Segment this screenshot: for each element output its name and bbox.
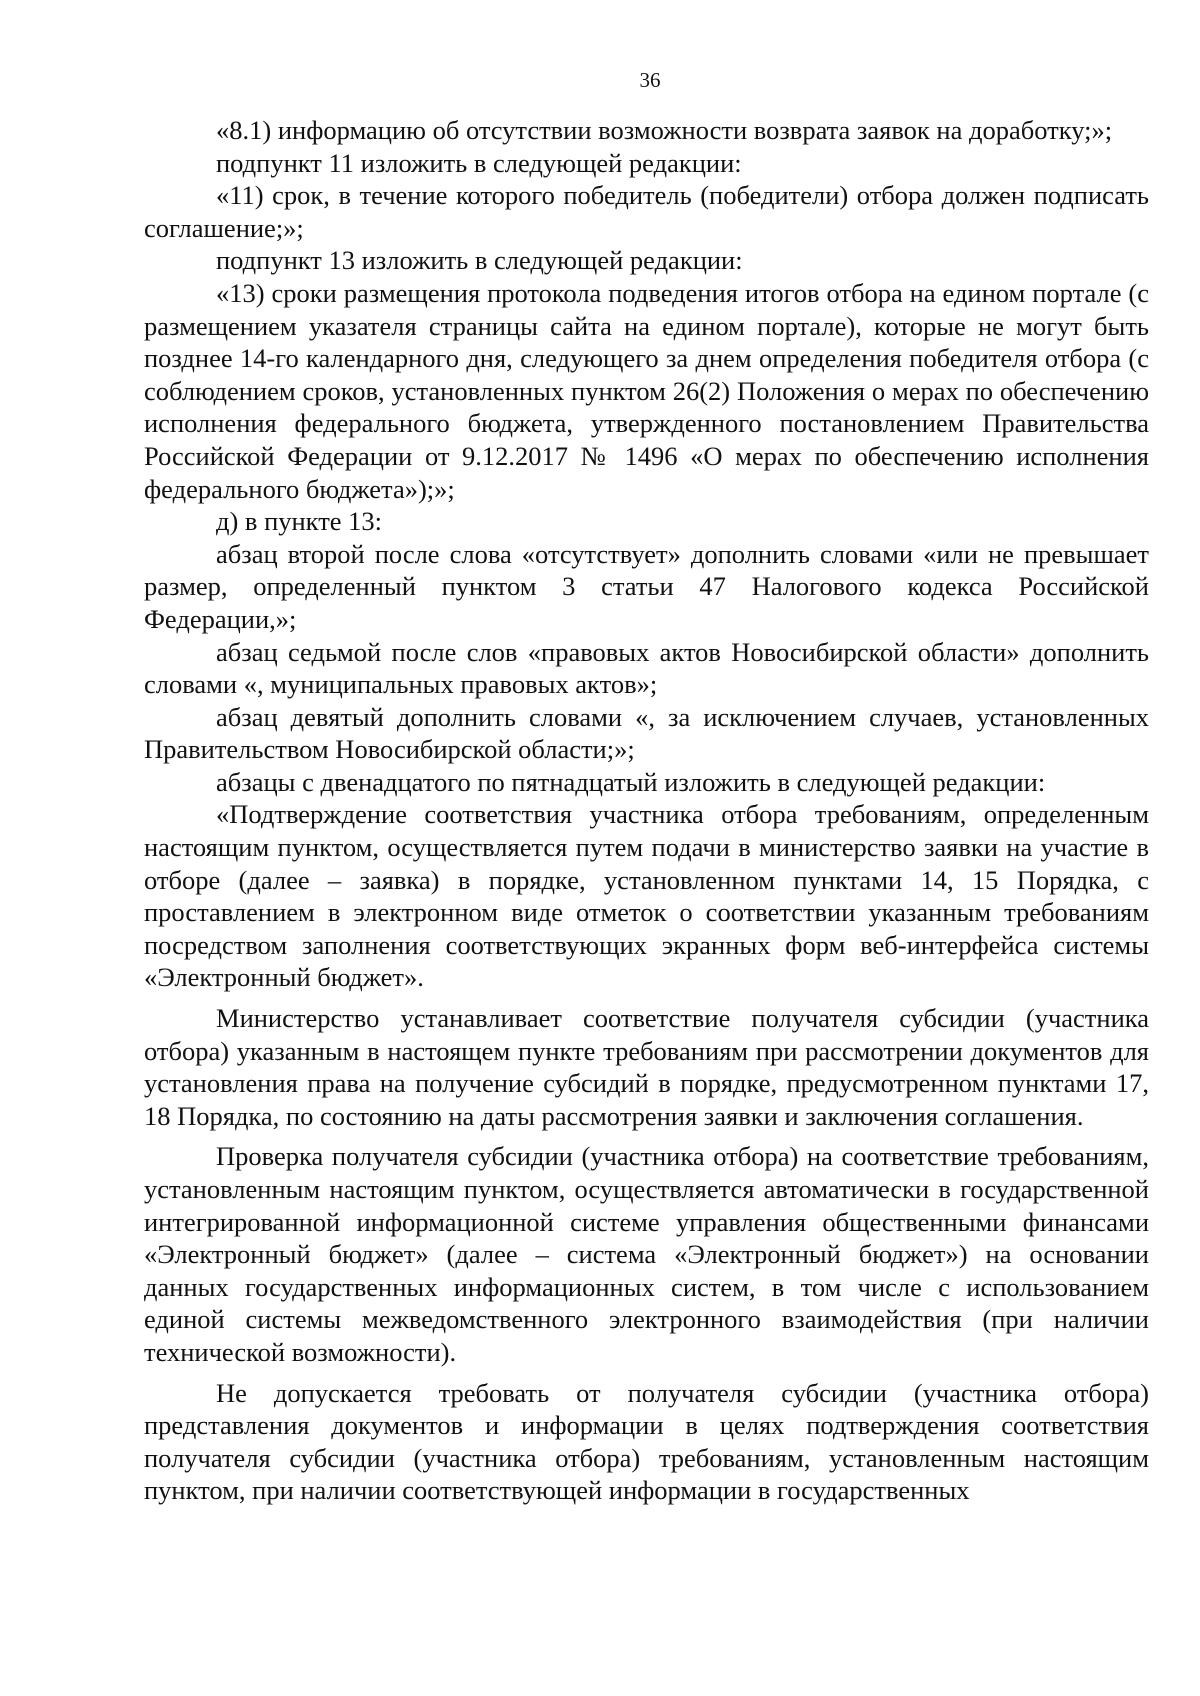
paragraph-confirmation: «Подтверждение соответствия участника отбора требованиям, определенным настоящим пунктом, осуществляется путем подачи в министерство заявки на участие в отборе (далее – заявка) в порядке, установленном пунктами 14, 15 Порядка, с проставлением в электронном виде отметок о соответствии указанным требованиям посредством заполнения соответствующих экранных форм веб-интерфейса системы «Электронный бюджет». — [144, 799, 1149, 993]
paragraph-item-d: д) в пункте 13: — [216, 506, 383, 537]
paragraph-8-1: «8.1) информацию об отсутствии возможности возврата заявок на доработку;»; — [216, 115, 1113, 145]
paragraph-subitem-13-intro: подпункт 13 изложить в следующей редакции: — [216, 245, 743, 276]
paragraph-ministry: Министерство устанавливает соответствие получателя субсидии (участника отбора) указанным в настоящем пункте требованиям при рассмотрении документов для установления права на получение субсидий в порядке, предусмотренном пунктами 17, 18 Порядка, по состоянию на даты рассмотрения заявки и заключения соглашения. — [144, 1003, 1149, 1131]
paragraph-subitem-11: «11) срок, в течение которого победитель (победители) отбора должен подписать соглашение;»; — [144, 180, 1149, 243]
paragraph-abzac-9: абзац девятый дополнить словами «, за исключением случаев, установленных Правительством Новосибирской области;»; — [144, 701, 1149, 765]
paragraph-subitem-11-intro: подпункт 11 изложить в следующей редакции: — [216, 147, 742, 178]
paragraph-abzac-7: абзац седьмой после слов «правовых актов Новосибирской области» дополнить словами «, муниципальных правовых актов»; — [144, 636, 1149, 700]
paragraph-subitem-13: «13) сроки размещения протокола подведения итогов отбора на едином портале (с размещением указателя страницы сайта на едином портале), которые не могут быть позднее 14-го календарного дня, следующего за днем определения победителя отбора (с соблюдением сроков, установленных пунктом 26(2) Положения о мерах по обеспечению исполнения федерального бюджета, утвержденного постановлением Правительства Российской Федерации от 9.12.2017 № 1496 «О мерах по обеспечению исполнения федерального бюджета»);»; — [144, 277, 1149, 504]
paragraph-abzacs-12-15-intro: абзацы с двенадцатого по пятнадцатый изложить в следующей редакции: — [216, 766, 1046, 797]
document-body — [144, 114, 1149, 1507]
paragraph-verification: Проверка получателя субсидии (участника отбора) на соответствие требованиям, установленным настоящим пунктом, осуществляется автоматически в государственной интегрированной информационной системе управления общественными финансами «Электронный бюджет» (далее – система «Электронный бюджет») на основании данных государственных информационных систем, в том числе с использованием единой системы межведомственного электронного взаимодействия (при наличии технической возможности). — [144, 1141, 1149, 1367]
paragraph-abzac-2: абзац второй после слова «отсутствует» дополнить словами «или не превышает размер, определенный пунктом 3 статьи 47 Налогового кодекса Российской Федерации,»; — [144, 538, 1149, 634]
paragraph-not-allowed: Не допускается требовать от получателя субсидии (участника отбора) представления документов и информации в целях подтверждения соответствия получателя субсидии (участника отбора) требованиям, установленным настоящим пунктом, при наличии соответствующей информации в государственных — [144, 1377, 1149, 1506]
page-number: 36 — [639, 68, 661, 92]
